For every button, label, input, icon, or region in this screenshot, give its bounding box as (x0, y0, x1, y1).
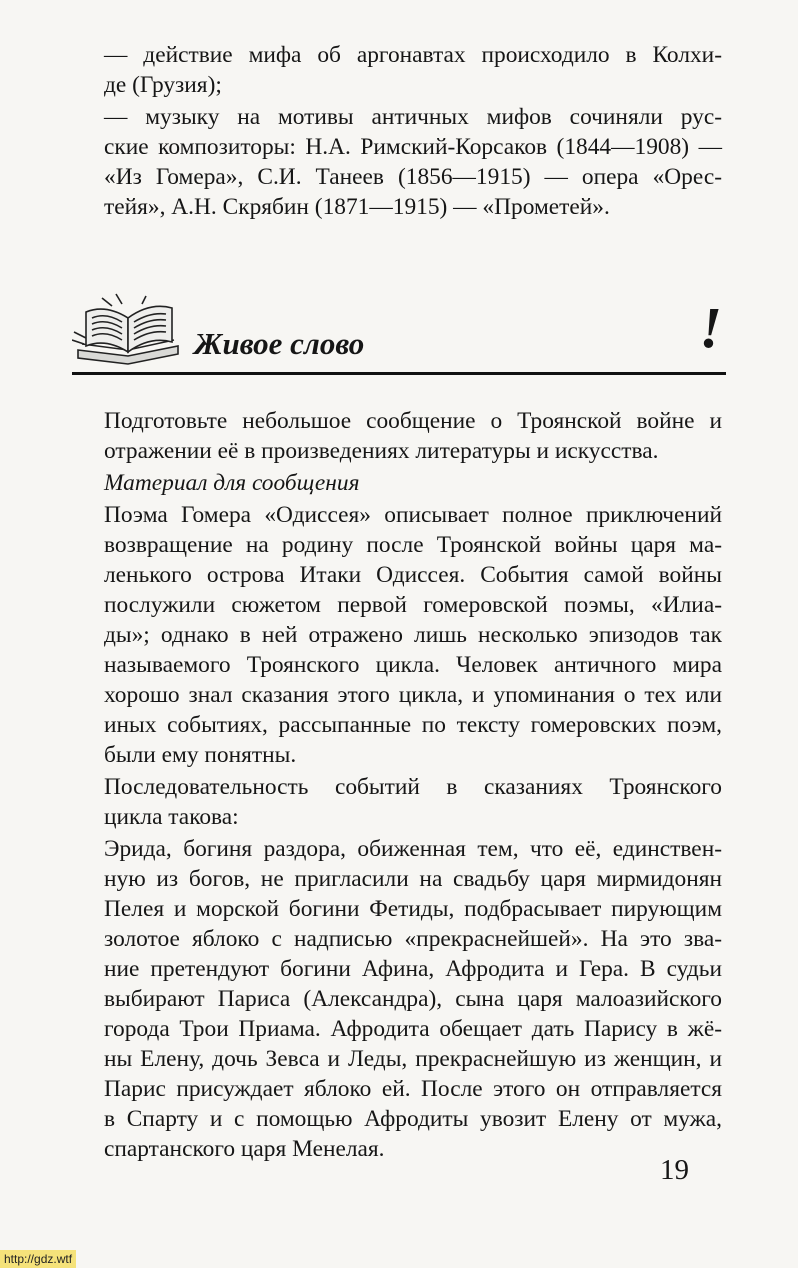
material-heading: Материал для сообщения (104, 470, 360, 496)
text-line: Последовательность событий в сказаниях Троянского (104, 774, 722, 800)
text-line: иных событиях, рассыпанные по тексту гомеровских поэм, (104, 712, 722, 738)
watermark-link[interactable]: http://gdz.wtf (0, 1250, 76, 1268)
section-title: Живое слово (194, 326, 365, 361)
text-line: тейя», А.Н. Скрябин (1871—1915) — «Прометей». (104, 194, 610, 220)
task-line: отражении её в произведениях литературы и искусства. (104, 438, 659, 464)
text-line: ны Елену, дочь Зевса и Леды, прекраснейшую из женщин, и (104, 1046, 722, 1072)
text-line: Поэма Гомера «Одиссея» описывает полное приключений (104, 502, 722, 528)
text-line: — музыку на мотивы античных мифов сочиняли рус- (104, 104, 722, 130)
exclamation-mark: ! (699, 295, 722, 360)
text-line: были ему понятны. (104, 742, 297, 768)
text-line: выбирают Париса (Александра), сына царя малоазийского (104, 986, 722, 1012)
task-line: Подготовьте небольшое сообщение о Троянской войне и (104, 408, 722, 434)
text-line: «Из Гомера», С.И. Танеев (1856—1915) — опера «Орес- (104, 164, 722, 190)
text-line: ские композиторы: Н.А. Римский-Корсаков (1844—1908) — (104, 134, 722, 160)
text-line: ную из богов, не пригласили на свадьбу царя мирмидонян (104, 866, 722, 892)
text-line: ды»; однако в ней отражено лишь несколько эпизодов так (104, 622, 722, 648)
text-line: города Трои Приама. Афродита обещает дать Парису в жё- (104, 1016, 722, 1042)
section-rule (72, 372, 726, 375)
text-line: возвращение на родину после Троянской войны царя ма- (104, 532, 722, 558)
text-line: послужили сюжетом первой гомеровской поэмы, «Илиа- (104, 592, 722, 618)
section-header (72, 292, 726, 376)
text-line: ленького острова Итаки Одиссея. События самой войны (104, 562, 722, 588)
text-line: спартанского царя Менелая. (104, 1136, 385, 1162)
text-line: называемого Троянского цикла. Человек античного мира (104, 652, 722, 678)
text-line: в Спарту и с помощью Афродиты увозит Елену от мужа, (104, 1106, 722, 1132)
open-book-icon (72, 292, 184, 372)
page-number: 19 (660, 1154, 689, 1186)
text-line: Пелея и морской богини Фетиды, подбрасывает пирующим (104, 896, 722, 922)
text-line: Парис присуждает яблоко ей. После этого он отправляется (104, 1076, 722, 1102)
text-line: золотое яблоко с надписью «прекраснейшей». На это зва- (104, 926, 722, 952)
text-line: цикла такова: (104, 804, 239, 830)
text-line: де (Грузия); (104, 72, 222, 98)
text-line: Эрида, богиня раздора, обиженная тем, что её, единствен- (104, 836, 722, 862)
text-line: ние претендуют богини Афина, Афродита и Гера. В судьи (104, 956, 722, 982)
text-line: — действие мифа об аргонавтах происходило в Колхи- (104, 42, 722, 68)
text-line: хорошо знал сказания этого цикла, и упоминания о тех или (104, 682, 722, 708)
